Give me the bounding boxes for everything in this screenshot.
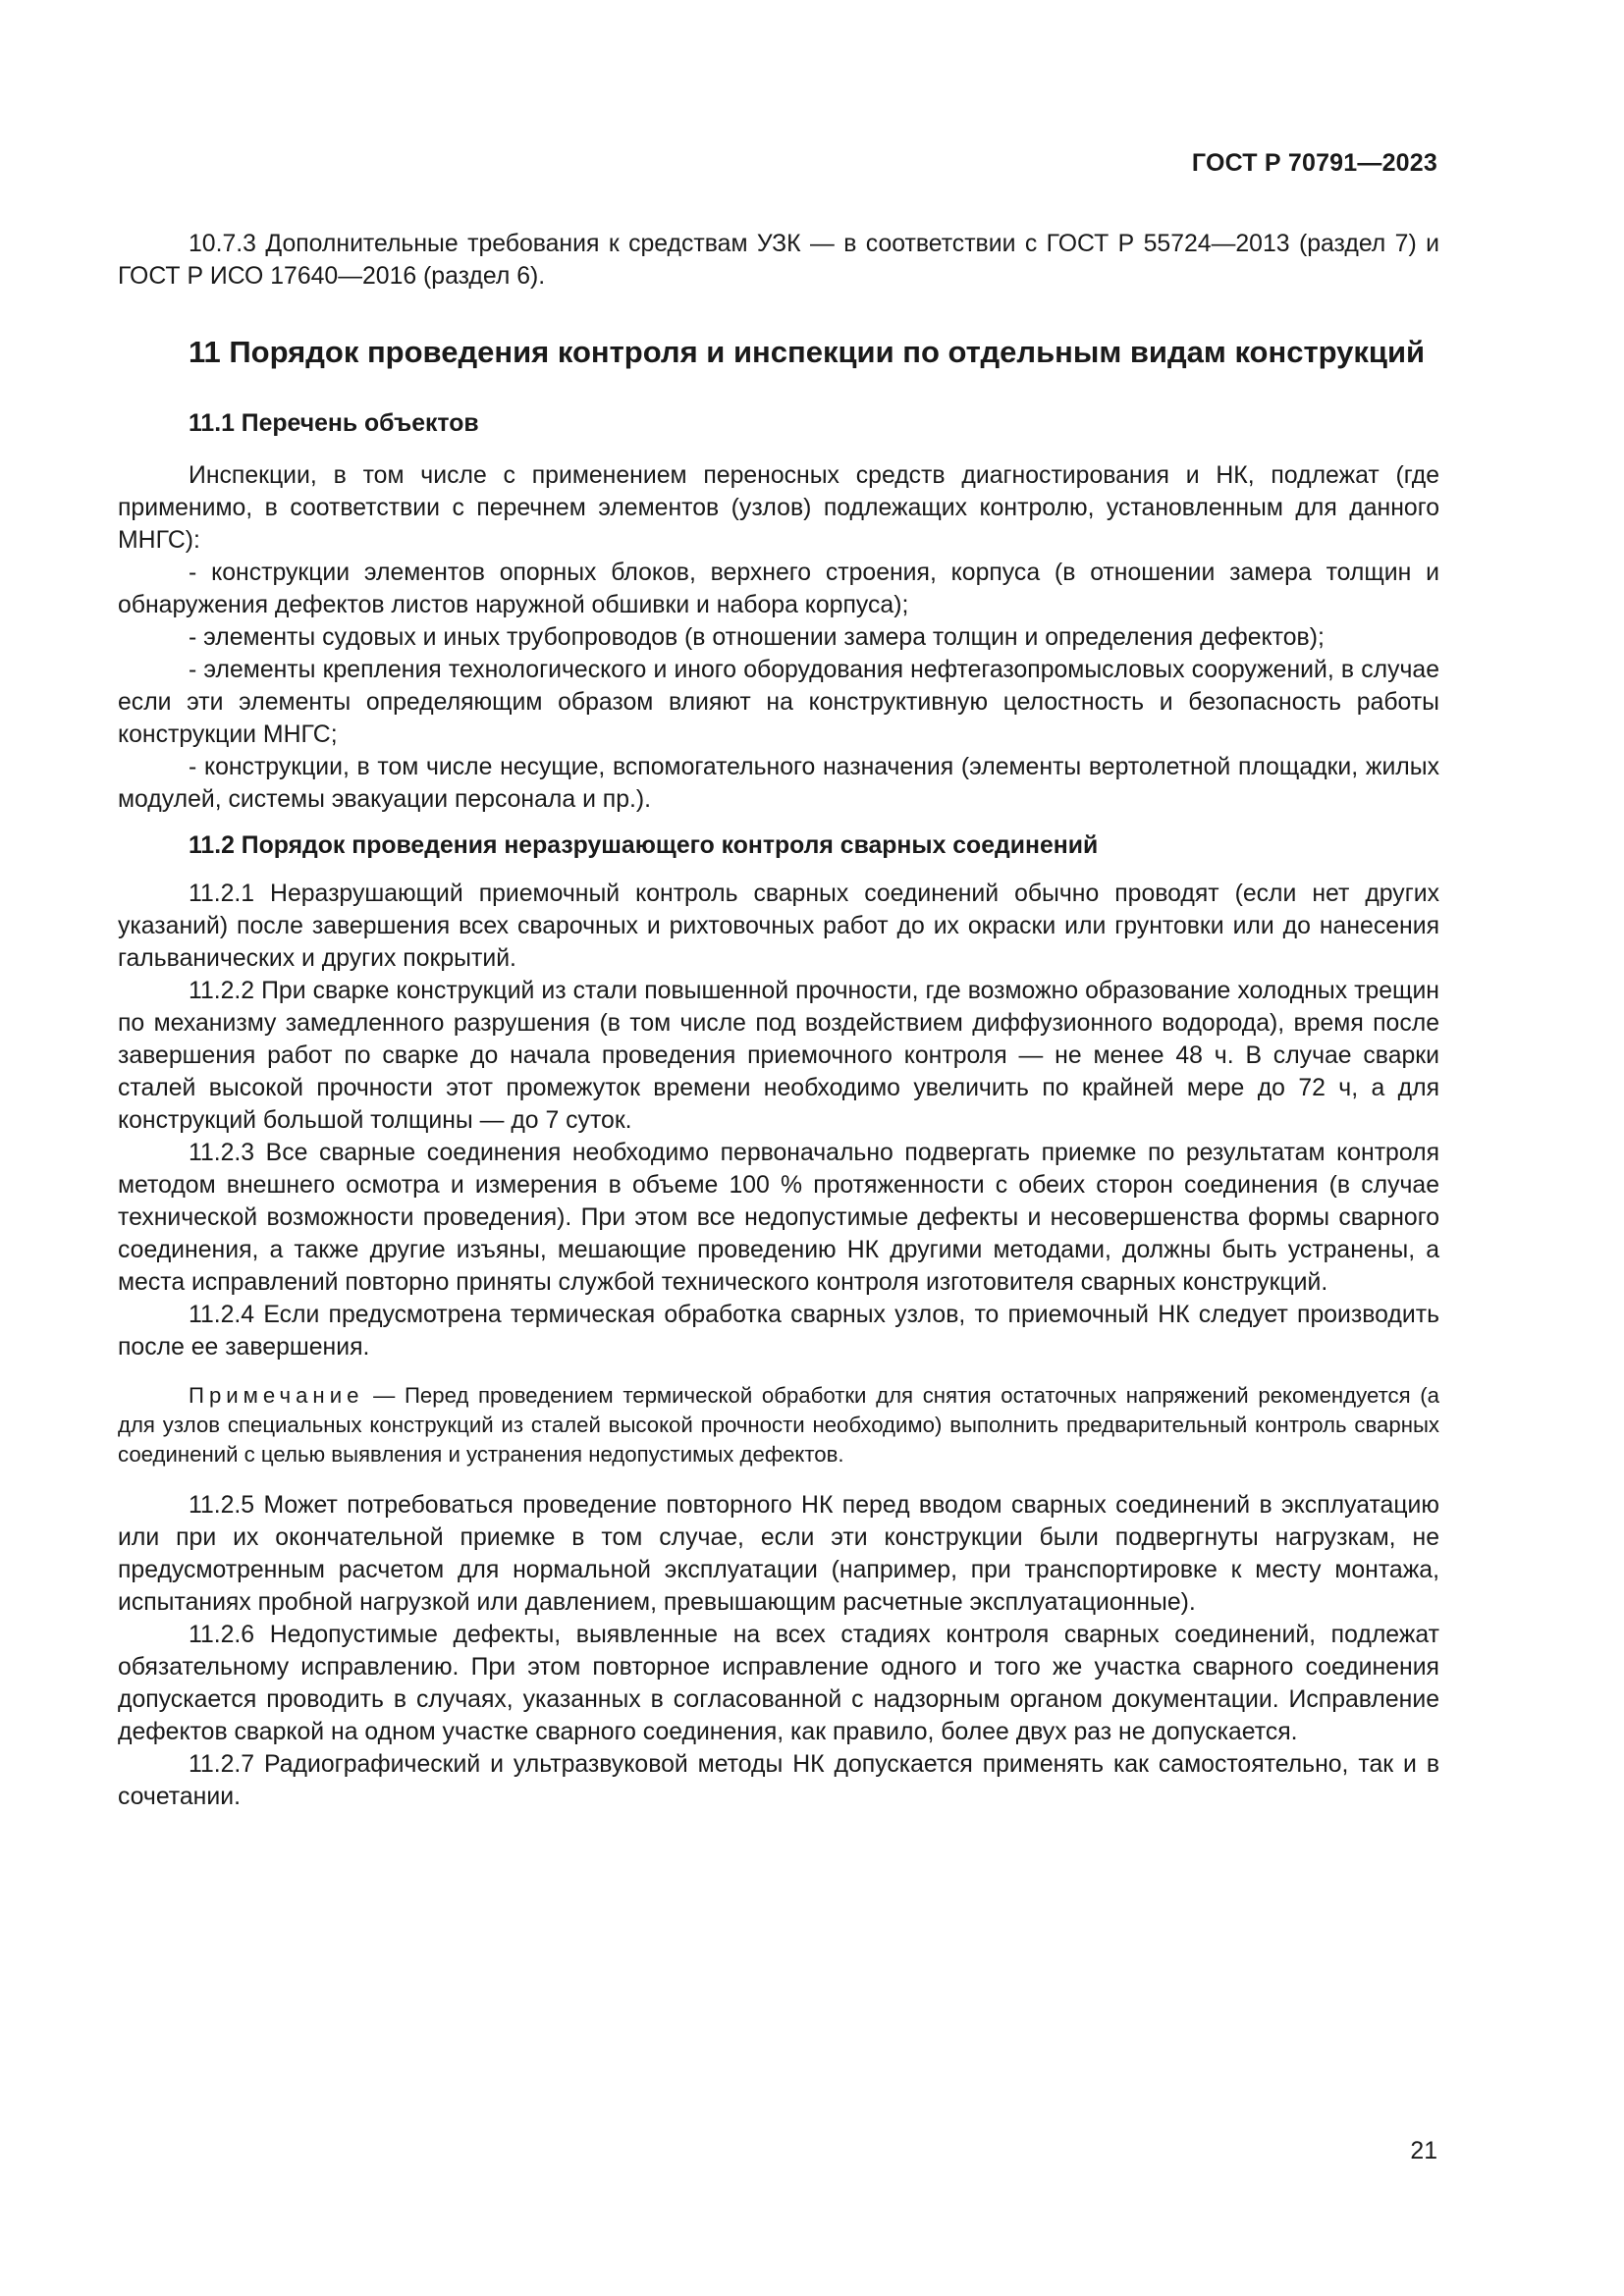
list-item: - конструкции, в том числе несущие, вспомогательного назначения (элементы вертолетной площадки, жилых модулей, системы эвакуации персонала и пр.). [118, 754, 1439, 813]
paragraph-11-2-1: 11.2.1 Неразрушающий приемочный контроль сварных соединений обычно проводят (если нет других указаний) после завершения всех сварочных и рихтовочных работ до их окраски или грунтовки или до нанесения гальванических и других покрытий. [118, 881, 1439, 972]
document-id-header: ГОСТ Р 70791—2023 [1191, 149, 1437, 177]
note-block [118, 1381, 1439, 1469]
paragraph-11-2-4: 11.2.4 Если предусмотрена термическая обработка сварных узлов, то приемочный НК следует производить после ее завершения. [118, 1302, 1439, 1361]
paragraph-10-7-3: 10.7.3 Дополнительные требования к средствам УЗК — в соответствии с ГОСТ Р 55724—2013 (раздел 7) и ГОСТ Р ИСО 17640—2016 (раздел 6). [118, 231, 1439, 290]
paragraph-11-2-7: 11.2.7 Радиографический и ультразвуковой методы НК допускается применять как самостоятельно, так и в сочетании. [118, 1751, 1439, 1810]
page-content [118, 228, 1439, 1813]
list-item: - элементы судовых и иных трубопроводов (в отношении замера толщин и определения дефектов); [189, 624, 1325, 651]
note-text: — Перед проведением термической обработки для снятия остаточных напряжений рекомендуется (а для узлов специальных конструкций из сталей высокой прочности необходимо) выполнить предварительный контроль сварных соединений с целью выявления и устранения недопустимых дефектов. [118, 1383, 1439, 1467]
page-number: 21 [1410, 2138, 1437, 2164]
paragraph-11-2-2: 11.2.2 При сварке конструкций из стали повышенной прочности, где возможно образование холодных трещин по механизму замедленного разрушения (в том числе под воздействием диффузионного водорода), время после завершения работ по сварке до начала проведения приемочного контроля — не менее 48 ч. В случае сварки сталей высокой прочности этот промежуток времени необходимо увеличить по крайней мере до 72 ч, а для конструкций большой толщины — до 7 суток. [118, 978, 1439, 1134]
paragraph-11-2-5: 11.2.5 Может потребоваться проведение повторного НК перед вводом сварных соединений в эксплуатацию или при их окончательной приемке в том случае, если эти конструкции были подвергнуты нагрузкам, не предусмотренным расчетом для нормальной эксплуатации (например, при транспортировке к месту монтажа, испытаниях пробной нагрузкой или давлением, превышающим расчетные эксплуатационные). [118, 1492, 1439, 1616]
section-11-heading: 11 Порядок проведения контроля и инспекции по отдельным видам конструкций [189, 335, 1426, 369]
paragraph-11-2-3: 11.2.3 Все сварные соединения необходимо первоначально подвергать приемке по результатам контроля методом внешнего осмотра и измерения в объеме 100 % протяженности с обеих сторон соединения (в случае технической возможности проведения). При этом все недопустимые дефекты и несовершенства формы сварного соединения, а также другие изъяны, мешающие проведению НК другими методами, должны быть устранены, а места исправлений повторно приняты службой технического контроля изготовителя сварных конструкций. [118, 1140, 1439, 1296]
note-label: Примечание [189, 1383, 364, 1408]
section-11-1-heading: 11.1 Перечень объектов [189, 410, 479, 437]
section-11-2-heading: 11.2 Порядок проведения неразрушающего контроля сварных соединений [189, 832, 1099, 859]
section-11-1-intro: Инспекции, в том числе с применением переносных средств диагностирования и НК, подлежат (где применимо, в соответствии с перечнем элементов (узлов) подлежащих контролю, установленным для данного МНГС): [118, 462, 1439, 554]
list-item: - элементы крепления технологического и иного оборудования нефтегазопромысловых сооружений, в случае если эти элементы определяющим образом влияют на конструктивную целостность и безопасность работы конструкции МНГС; [118, 657, 1439, 748]
list-item: - конструкции элементов опорных блоков, верхнего строения, корпуса (в отношении замера толщин и обнаружения дефектов листов наружной обшивки и набора корпуса); [118, 560, 1439, 618]
paragraph-11-2-6: 11.2.6 Недопустимые дефекты, выявленные на всех стадиях контроля сварных соединений, подлежат обязательному исправлению. При этом повторное исправление одного и того же участка сварного соединения допускается проводить в случаях, указанных в согласованной с надзорным органом документации. Исправление дефектов сваркой на одном участке сварного соединения, как правило, более двух раз не допускается. [118, 1622, 1439, 1745]
